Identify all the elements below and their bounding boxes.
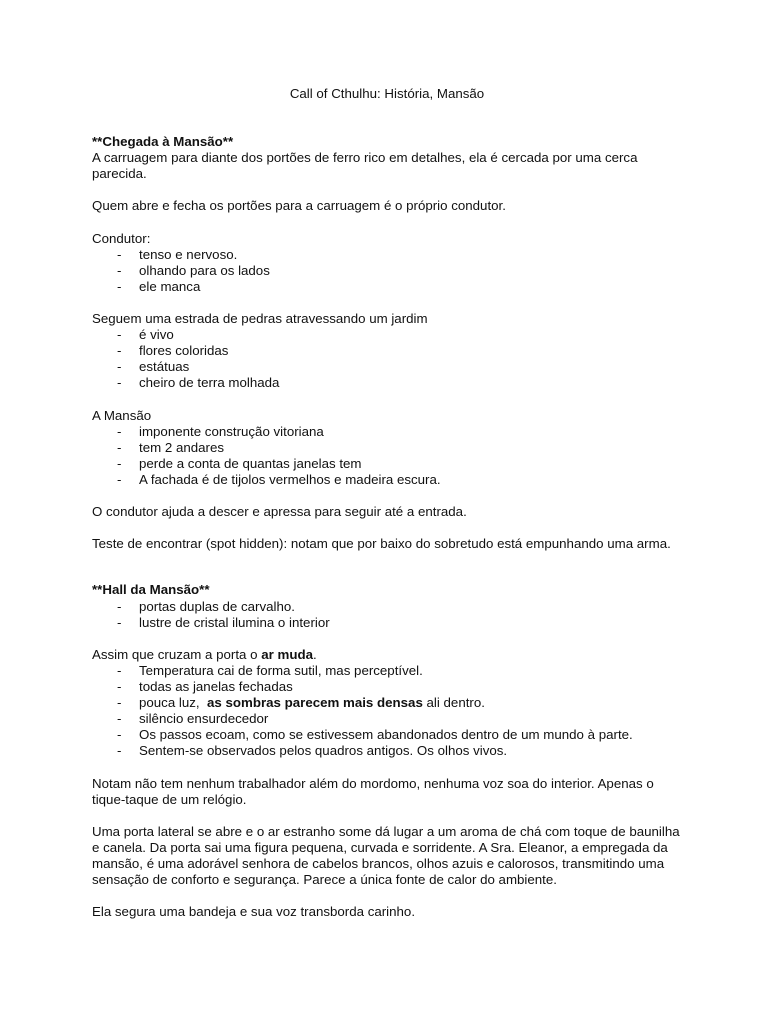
list-item: - imponente construção vitoriana <box>92 424 682 440</box>
list-item: - cheiro de terra molhada <box>92 375 682 391</box>
list-item: - olhando para os lados <box>92 263 682 279</box>
paragraph: A carruagem para diante dos portões de ferro rico em detalhes, ela é cercada por uma cerca parecida. <box>92 150 638 182</box>
paragraph: Quem abre e fecha os portões para a carruagem é o próprio condutor. <box>92 198 506 214</box>
list-item: - Temperatura cai de forma sutil, mas perceptível. <box>92 663 682 679</box>
list-hall <box>92 599 682 631</box>
list-label-estrada: Seguem uma estrada de pedras atravessando um jardim <box>92 311 428 327</box>
list-mansao <box>92 424 682 488</box>
emphasis-ar-muda: ar muda <box>261 646 313 662</box>
list-cruzam <box>92 663 682 760</box>
list-item: - é vivo <box>92 327 682 343</box>
emphasis-sombras: as sombras parecem mais densas <box>207 695 423 711</box>
paragraph: Teste de encontrar (spot hidden): notam que por baixo do sobretudo está empunhando uma arma. <box>92 536 671 552</box>
list-item: - portas duplas de carvalho. <box>92 599 682 615</box>
document-body <box>92 134 682 920</box>
list-item: - A fachada é de tijolos vermelhos e madeira escura. <box>92 472 682 488</box>
list-label-cruzam: Assim que cruzam a porta o ar muda. <box>92 646 317 662</box>
list-item: - todas as janelas fechadas <box>92 679 682 695</box>
list-condutor <box>92 247 682 295</box>
list-item: - pouca luz, as sombras parecem mais densas ali dentro. <box>92 695 682 711</box>
list-item: - flores coloridas <box>92 343 682 359</box>
section-heading-chegada: **Chegada à Mansão** <box>92 134 234 149</box>
list-label-condutor: Condutor: <box>92 230 151 246</box>
paragraph: Uma porta lateral se abre e o ar estranho some dá lugar a um aroma de chá com toque de baunilha e canela. Da porta sai uma figura pequena, curvada e sorridente. A Sra. Eleanor, a empregada da mansão, é uma adorável senhora de cabelos brancos, olhos azuis e calorosos, transmitindo uma sensação de conforto e segurança. Parece a única fonte de calor do ambiente. <box>92 823 680 888</box>
paragraph: Notam não tem nenhum trabalhador além do mordomo, nenhuma voz soa do interior. Apenas o tique-taque de um relógio. <box>92 775 654 807</box>
list-item: - lustre de cristal ilumina o interior <box>92 615 682 631</box>
paragraph: Ela segura uma bandeja e sua voz transborda carinho. <box>92 904 416 920</box>
list-item: - estátuas <box>92 359 682 375</box>
section-heading-hall: **Hall da Mansão** <box>92 582 210 598</box>
list-item: - tenso e nervoso. <box>92 247 682 263</box>
list-item: - Os passos ecoam, como se estivessem abandonados dentro de um mundo à parte. <box>92 727 682 743</box>
document-title: Call of Cthulhu: História, Mansão <box>289 86 485 101</box>
list-item: - tem 2 andares <box>92 440 682 456</box>
list-label-mansao: A Mansão <box>92 407 152 423</box>
list-item: - perde a conta de quantas janelas tem <box>92 456 682 472</box>
list-item: - Sentem-se observados pelos quadros antigos. Os olhos vivos. <box>92 743 682 759</box>
list-estrada <box>92 327 682 391</box>
paragraph: O condutor ajuda a descer e apressa para seguir até a entrada. <box>92 504 467 520</box>
list-item: - ele manca <box>92 279 682 295</box>
list-item: - silêncio ensurdecedor <box>92 711 682 727</box>
